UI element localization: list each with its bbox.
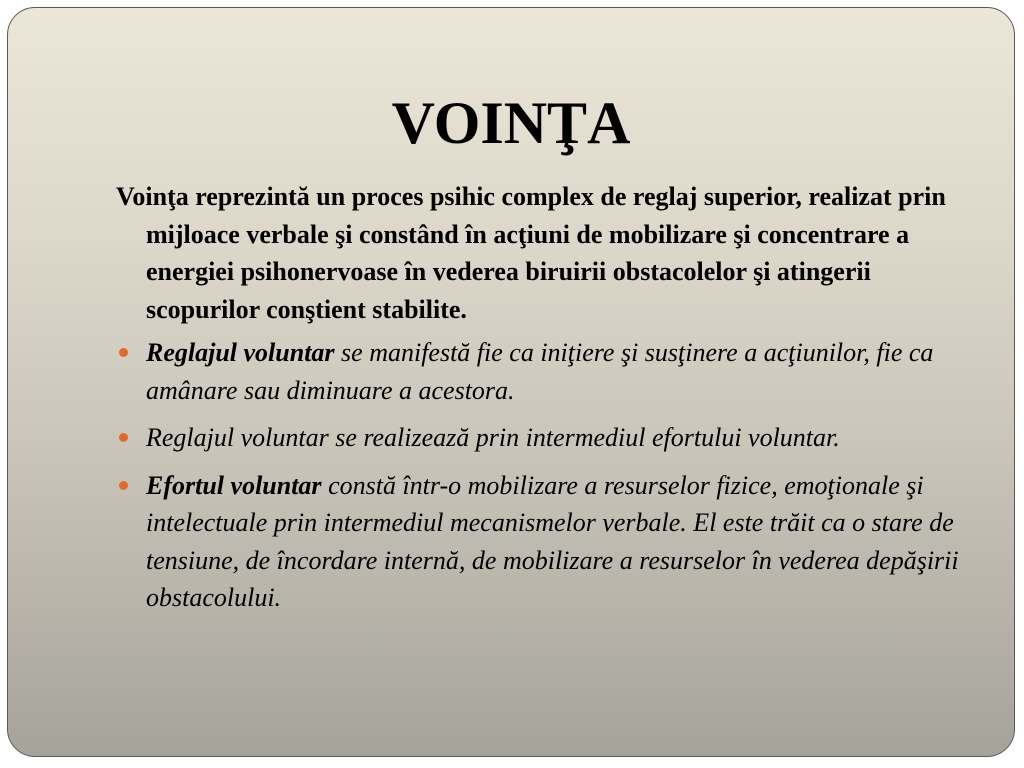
bullet-item (116, 334, 976, 409)
bullet-dot-icon (119, 348, 128, 357)
bullet-bold-lead: Reglajul voluntar (146, 338, 335, 367)
slide (7, 7, 1015, 757)
slide-title: VOINŢA (391, 90, 631, 156)
bullet-bold-lead: Efortul voluntar (146, 470, 322, 500)
bullet-item (116, 419, 976, 457)
bullet-item (116, 467, 976, 617)
bullet-text: se manifestă fie ca iniţiere şi susţinere a acţiunilor, fie ca amânare sau diminuare a acestora. (146, 338, 934, 405)
intro-paragraph: Voinţa reprezintă un proces psihic complex de reglaj superior, realizat prin mijloace verbale şi constând în acţiuni de mobilizare şi concentrare a energiei psihonervoase în vederea biruirii obstacolelor şi atingerii scopurilor conştient stabilite. (116, 182, 946, 324)
bullet-dot-icon (119, 433, 128, 442)
bullet-text: Reglajul voluntar se realizează prin intermediul efortului voluntar. (146, 423, 840, 452)
bullet-dot-icon (119, 481, 128, 490)
slide-body (116, 178, 976, 627)
bullet-text: constă într-o mobilizare a resurselor fizice, emoţionale şi intelectuale prin intermediul mecanismelor verbale. El este trăit ca o stare de tensiune, de încordare internă, de mobilizare a resurselor în vederea depăşirii obstacolului. (146, 470, 959, 612)
